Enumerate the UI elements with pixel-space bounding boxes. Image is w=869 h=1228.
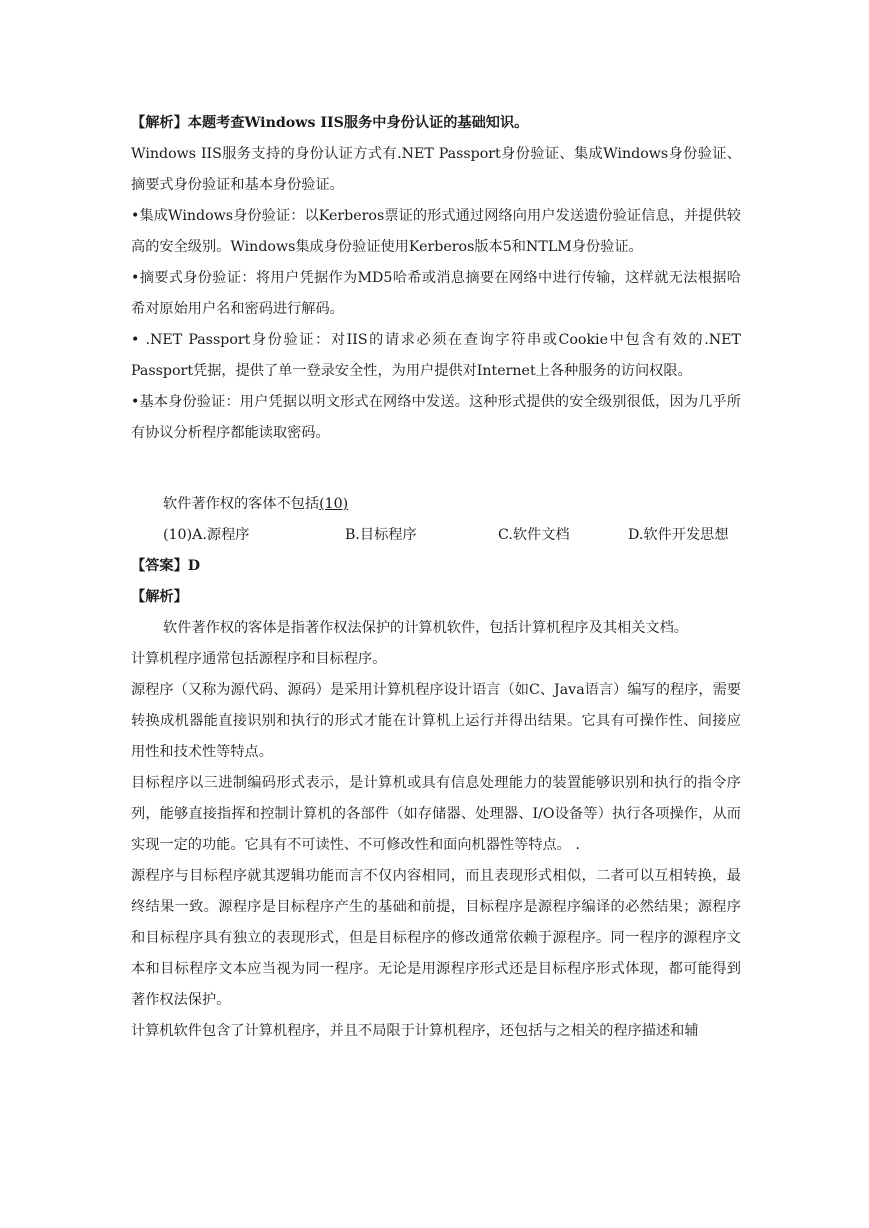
bullet-net-passport: • .NET Passport身份验证：对IIS的请求必须在查询字符串或Cookie中包含有效的.NET Passport凭据，提供了单一登录安全性，为用户提供对Internet上各种服务的访问权限。 bbox=[131, 332, 741, 379]
paragraph-relationship: 源程序与目标程序就其逻辑功能而言不仅内容相同，而且表现形式相似，二者可以互相转换，最终结果一致。源程序是目标程序产生的基础和前提，目标程序是源程序编译的必然结果；源程序和目标程序具有独立的表现形式，但是目标程序的修改通常依赖于源程序。同一程序的源程序文本和目标程序文本应当视为同一程序。无论是用源程序形式还是目标程序形式体现，都可能得到著作权法保护。 bbox=[131, 868, 741, 1008]
bullet-digest-auth: •摘要式身份验证：将用户凭据作为MD5哈希或消息摘要在网络中进行传输，这样就无法根据哈希对原始用户名和密码进行解码。 bbox=[131, 270, 741, 317]
paragraph-target-program: 目标程序以三进制编码形式表示，是计算机或具有信息处理能力的装置能够识别和执行的指令序列，能够直接指挥和控制计算机的各部件（如存储器、处理器、I/O设备等）执行各项操作，从而实现一定的功能。它具有不可读性、不可修改性和面向机器性等特点。 . bbox=[131, 775, 741, 853]
paragraph-source-program: 源程序（又称为源代码、源码）是采用计算机程序设计语言（如C、Java语言）编写的程序，需要转换成机器能直接识别和执行的形式才能在计算机上运行并得出结果。它具有可操作性、间接应用性和技术性等特点。 bbox=[131, 682, 741, 760]
analysis-intro: Windows IIS服务支持的身份认证方式有.NET Passport身份验证、集成Windows身份验证、摘要式身份验证和基本身份验证。 bbox=[131, 146, 741, 193]
question-text: 软件著作权的客体不包括 bbox=[163, 496, 320, 512]
option-a: (10)A.源程序 bbox=[163, 527, 250, 543]
analysis-heading-1: 【解析】本题考查Windows IIS服务中身份认证的基础知识。 bbox=[131, 115, 529, 131]
paragraph-program-types: 计算机程序通常包括源程序和目标程序。 bbox=[131, 651, 387, 667]
question-options bbox=[131, 520, 741, 551]
bullet-integrated-windows: •集成Windows身份验证：以Kerberos票证的形式通过网络向用户发送遗份验证信息，并提供较高的安全级别。Windows集成身份验证使用Kerberos版本5和NTLM身份验证。 bbox=[131, 208, 741, 255]
answer-label: 【答案】D bbox=[131, 558, 201, 574]
document-page bbox=[131, 108, 741, 1047]
paragraph-copyright-object: 软件著作权的客体是指著作权法保护的计算机软件，包括计算机程序及其相关文档。 bbox=[163, 620, 688, 636]
question-blank: (10) bbox=[319, 496, 349, 512]
option-b: B.目标程序 bbox=[345, 527, 417, 543]
bullet-basic-auth: •基本身份验证：用户凭据以明文形式在网络中发送。这种形式提供的安全级别很低，因为几乎所有协议分析程序都能读取密码。 bbox=[131, 394, 741, 441]
option-c: C.软件文档 bbox=[498, 527, 570, 543]
question-stem bbox=[131, 489, 741, 520]
option-d: D.软件开发思想 bbox=[628, 527, 729, 543]
paragraph-software-scope: 计算机软件包含了计算机程序，并且不局限于计算机程序，还包括与之相关的程序描述和辅 bbox=[131, 1023, 699, 1039]
analysis-heading-2: 【解析】 bbox=[131, 589, 188, 605]
spacer bbox=[131, 449, 741, 489]
